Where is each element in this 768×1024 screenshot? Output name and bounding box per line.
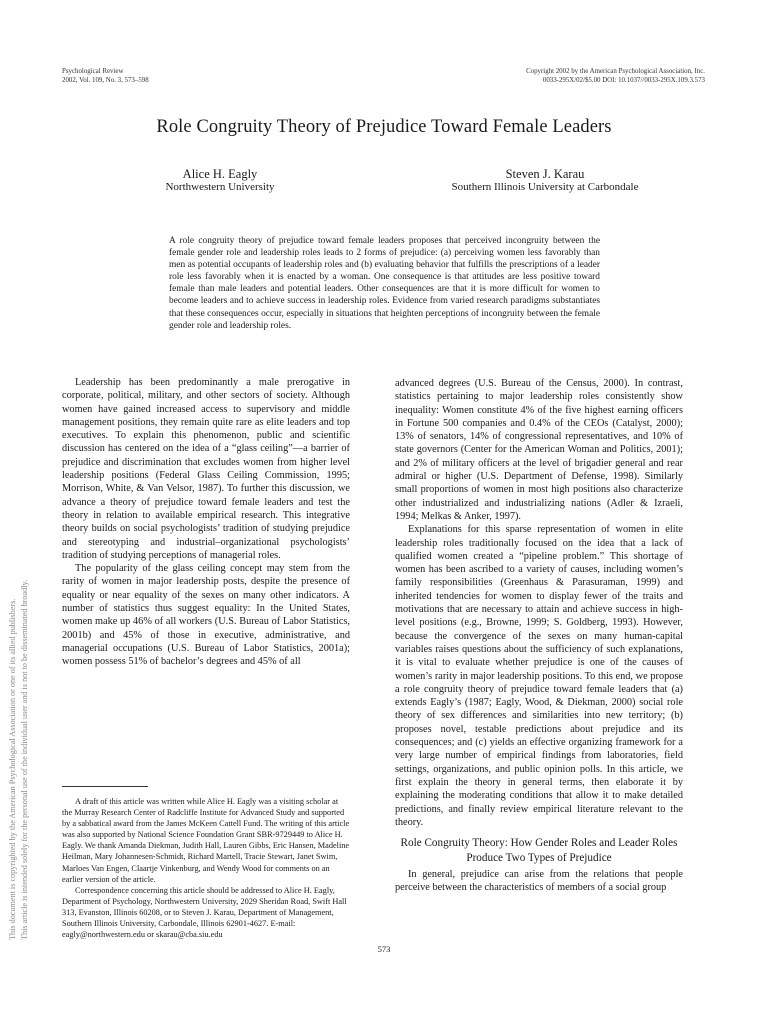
footnotes — [62, 796, 350, 940]
body-paragraph: advanced degrees (U.S. Bureau of the Census, 2000). In contrast, statistics pertaining to major leadership roles consistently show inequality: Women constitute 4% of the five highest earning officers in Fortune 500 companies and 0.4% of the CEOs (Catalyst, 2000); 13% of senators, 14% of congressional representatives, and 10% of state governors (Center for the American Woman and Politics, 2001); and 2% of military officers at the level of brigadier general and rear admiral or higher (U.S. Department of Defense, 1998). Similarly small proportions of women in most high positions also characterize other industrialized and industrializing nations (Adler & Izraeli, 1994; Melkas & Anker, 1997). — [395, 378, 683, 522]
doi-line: 0033-295X/02/$5.00 DOI: 10.1037//0033-295X.109.3.573 — [542, 76, 705, 84]
journal-name: Psychological Review — [62, 68, 124, 75]
author-name: Steven J. Karau — [505, 167, 585, 181]
author-block-2 — [430, 167, 660, 194]
author-name: Alice H. Eagly — [182, 167, 258, 181]
page-number: 573 — [377, 944, 391, 954]
footnote-divider — [62, 786, 148, 787]
body-paragraph: Explanations for this sparse representation of women in elite leadership roles traditionally focused on the idea that a lack of qualified women created a “pipeline problem.” This shortage of women has been ascribed to a variety of causes, including women’s family responsibilities (Greenhaus & Parasuraman, 1999) and inherited tendencies for women to display fewer of the traits and motivations that are necessary to attain and achieve success in high-level positions (e.g., Browne, 1999; S. Goldberg, 1993). However, because the convergence of the sexes on many human-capital variables raises questions about the sufficiency of such explanations, it is vital to evaluate whether prejudice is one of the causes of women’s rarity in major leadership positions. To this end, we propose a role congruity theory of prejudice toward female leaders that (a) extends Eagly’s (1987; Eagly, Wood, & Diekman, 2000) social role theory of sex differences and similarities into new territory; (b) proposes novel, testable predictions about prejudice and its consequences; and (c) yields an effective organizing framework for a very large number of empirical findings from laboratories, field settings, organizations, and public opinion polls. In this article, we first explain the theory in general terms, then elaborate it by explaining the moderating conditions that allow it to make detailed predictions, and finally review empirical literature relevant to the theory. — [395, 524, 683, 828]
body-paragraph: Leadership has been predominantly a male prerogative in corporate, political, military, and other sectors of society. Although women have gained increased access to supervisory and middle management positions, they remain quite rare as elite leaders and top executives. To explain this phenomenon, public and scientific discussion has centered on the idea of a “glass ceiling”—a barrier of prejudice and discrimination that excludes women from higher level leadership positions (Federal Glass Ceiling Commission, 1995; Morrison, White, & Van Velsor, 1987). To further this discussion, we advance a theory of prejudice toward female leaders and test the theory in relation to available empirical research. This integrative theory builds on social psychologists’ tradition of studying prejudice and stereotyping and industrial–organizational psychologists’ tradition of studying perceptions of managerial roles. — [62, 377, 350, 561]
journal-info — [62, 68, 149, 85]
article-title: Role Congruity Theory of Prejudice Toward Female Leaders — [156, 117, 612, 137]
journal-citation: 2002, Vol. 109, No. 3, 573–598 — [62, 76, 149, 84]
body-paragraph: In general, prejudice can arise from the relations that people perceive between the characteristics of members of a social group — [395, 869, 683, 894]
footnote-correspondence: Correspondence concerning this article should be addressed to Alice H. Eagly, Department of Psychology, Northwestern University, 2029 Sheridan Road, Swift Hall 313, Evanston, Illinois 60208, or to Steven J. Karau, Department of Management, Southern Illinois University, Carbondale, Illinois 62901-4627. E-mail: eagly@northwestern.edu or skarau@cba.siu.edu — [62, 885, 347, 940]
author-block-1 — [110, 167, 330, 194]
copyright-side-note: This document is copyrighted by the American Psychological Association or one of its allied publishers. — [8, 598, 17, 940]
usage-side-note: This article is intended solely for the personal use of the individual user and is not to be disseminated broadly. — [20, 579, 29, 940]
author-affiliation: Northwestern University — [165, 181, 275, 193]
copyright-info — [526, 68, 705, 85]
copyright-line: Copyright 2002 by the American Psychological Association, Inc. — [526, 68, 705, 75]
author-affiliation: Southern Illinois University at Carbondale — [451, 181, 639, 193]
body-paragraph: The popularity of the glass ceiling concept may stem from the rarity of women in major leadership posts, despite the presence of equality or near equality of the sexes on many other indicators. A number of statistics thus suggest equality: In the United States, women make up 46% of all workers (U.S. Bureau of Labor Statistics, 2001b) and 45% of those in executive, administrative, and managerial occupations (U.S. Bureau of Labor Statistics, 2001a); women possess 51% of bachelor’s degrees and 45% of all — [62, 563, 350, 668]
footnote-acknowledgment: A draft of this article was written while Alice H. Eagly was a visiting scholar at the Murray Research Center of Radcliffe Institute for Advanced Study and supported by a sabbatical award from the James McKeen Cattell Fund. The writing of this article was also supported by National Science Foundation Grant SBR-9729449 to Alice H. Eagly. We thank Amanda Diekman, Judith Hall, Lauren Gibbs, Eric Hansen, Madeline Heilman, Mary Johannesen-Schmidt, Richard Martell, Tracie Stewart, Janet Swim, Marloes Van Engen, Claartje Vinkenburg, and Wendy Wood for comments on an earlier version of the article. — [62, 797, 350, 884]
right-column — [395, 377, 683, 895]
section-heading: Role Congruity Theory: How Gender Roles and Leader Roles Produce Two Types of Prejudice — [400, 837, 678, 865]
abstract: A role congruity theory of prejudice toward female leaders proposes that perceived incongruity between the female gender role and leadership roles leads to 2 forms of prejudice: (a) perceiving women less favorably than men as potential occupants of leadership roles and (b) evaluating behavior that fulfills the prescriptions of a leader role less favorably when it is enacted by a woman. One consequence is that attitudes are less positive toward female than male leaders and potential leaders. Other consequences are that it is more difficult for women to become leaders and to achieve success in leadership roles. Evidence from varied research paradigms substantiates that these consequences occur, especially in situations that heighten perceptions of incongruity between the female gender role and leadership roles. — [169, 236, 600, 331]
left-column — [62, 376, 350, 669]
